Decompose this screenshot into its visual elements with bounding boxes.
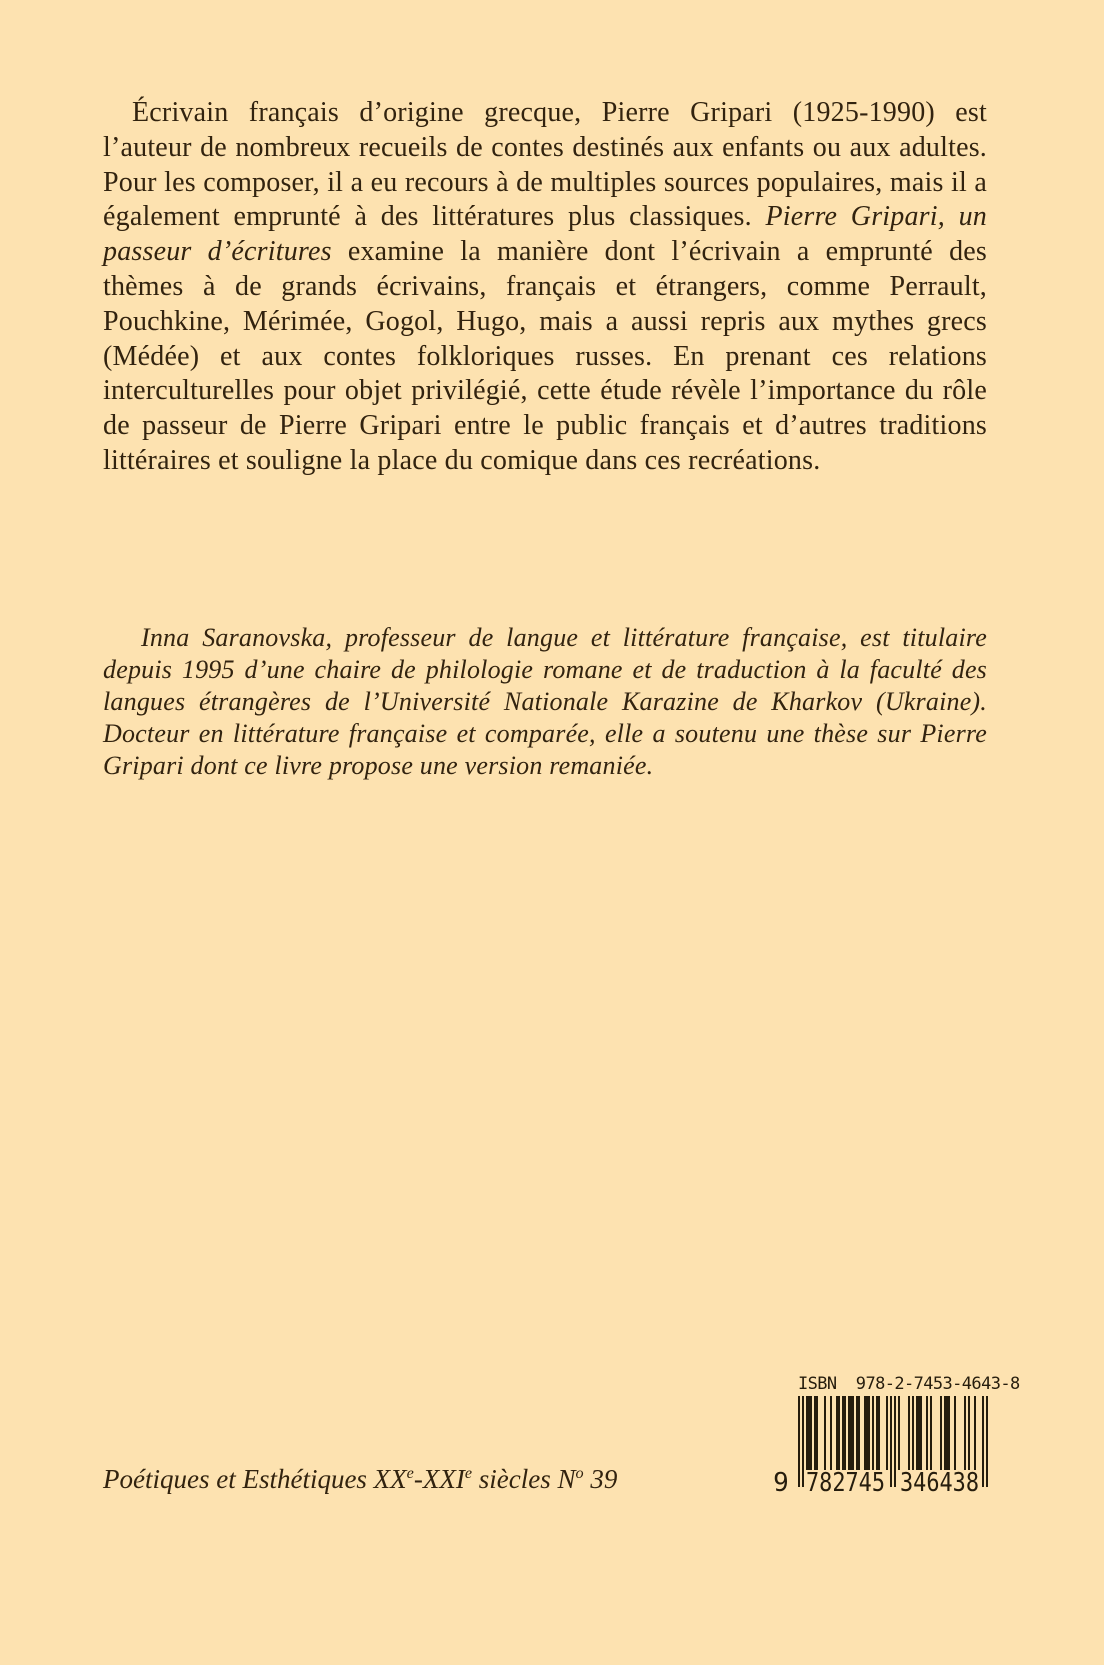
svg-text:9: 9	[773, 1468, 789, 1496]
author-bio-paragraph: Inna Saranovska, professeur de langue et littérature française, est titulaire depuis 1995 d’une chaire de philologie romane et de traduction à la faculté des langues étrangères de l’Université Nationale Karazine de Kharkov (Ukraine). Docteur en littérature française et comparée, elle a soutenu une thèse sur Pierre Gripari dont ce livre propose une version remaniée.	[103, 623, 987, 780]
collection-text: -XXI	[413, 1464, 465, 1494]
collection-superscript: o	[575, 1464, 584, 1482]
isbn-barcode-block	[771, 1373, 1020, 1496]
isbn-label: ISBN 978-2-7453-4643-8	[798, 1374, 1020, 1394]
collection-superscript: e	[406, 1464, 414, 1482]
svg-text:346438: 346438	[900, 1468, 979, 1496]
synopsis-paragraph	[103, 96, 987, 479]
collection-text: siècles N	[472, 1464, 576, 1494]
book-title: Pierre Gripari, un passeur d’écritures	[103, 201, 987, 268]
collection-series-label	[103, 1464, 617, 1495]
collection-text: Poétiques et Esthétiques XX	[103, 1464, 407, 1494]
synopsis-text-before: Écrivain français d’origine grecque, Pierre Gripari (1925-1990) est l’auteur de nombreux recueils de contes destinés aux enfants ou aux adultes. Pour les composer, il a eu recours à de multiples sources populaires, mais il a également emprunté à des littératures plus classiques.	[103, 97, 987, 233]
collection-superscript: e	[464, 1464, 473, 1482]
synopsis-text-after: examine la manière dont l’écrivain a emprunté des thèmes à de grands écrivains, français et étrangers, comme Perrault, Pouchkine, Mérimée, Gogol, Hugo, mais a aussi repris aux mythes grecs (Médée) et aux contes folkloriques russes. En prenant ces relations interculturelles pour objet privilégié, cette étude révèle l’importance du rôle de passeur de Pierre Gripari entre le public français et d’autres traditions littéraires et souligne la place du comique dans ces recréations.	[103, 236, 987, 476]
collection-text: 39	[583, 1464, 618, 1494]
ean13-barcode	[771, 1396, 995, 1496]
svg-text:782745: 782745	[806, 1468, 885, 1496]
